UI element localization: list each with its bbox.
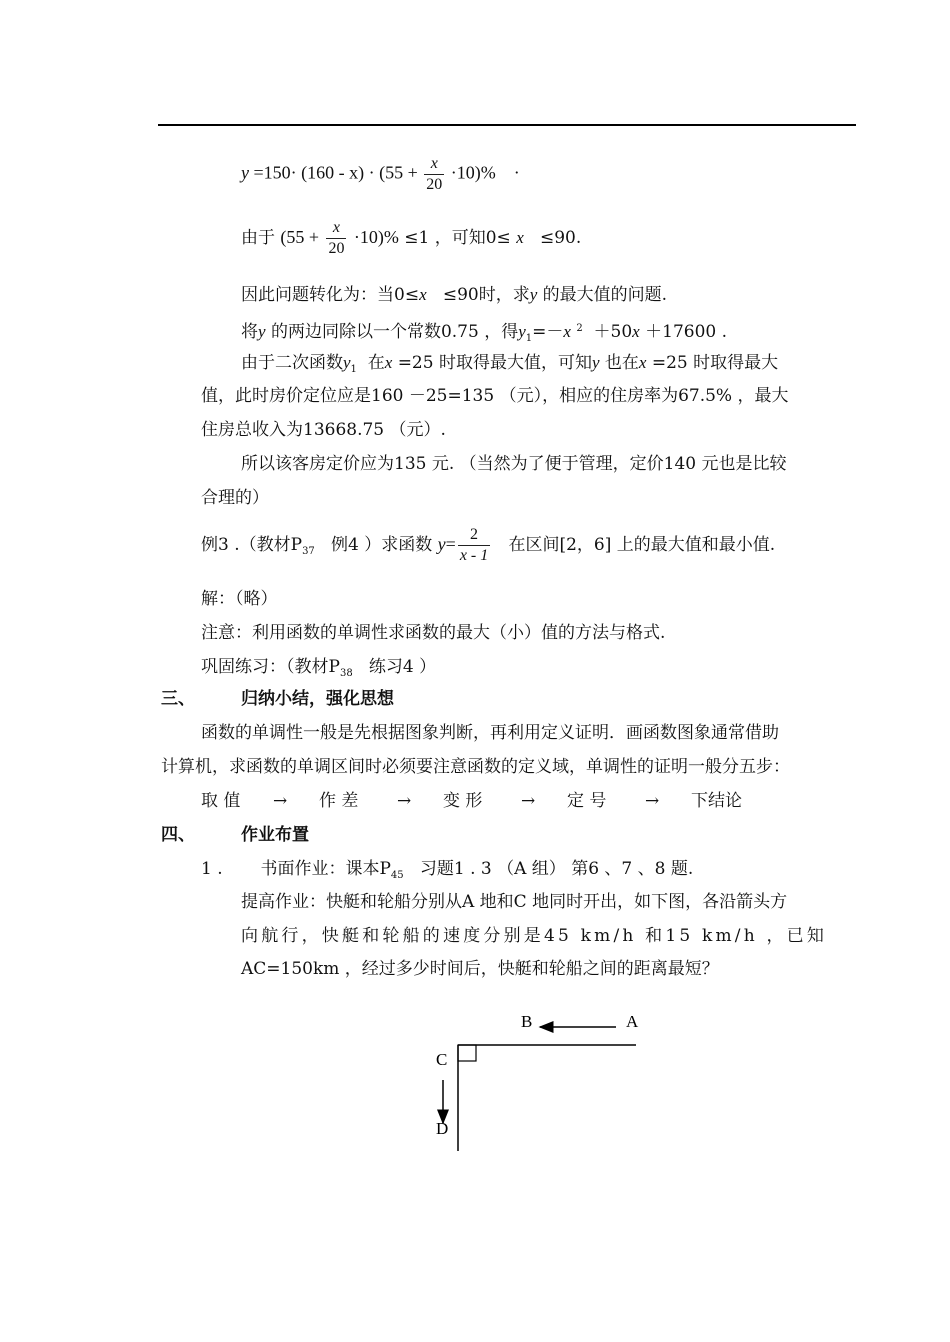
text: 例3 .（教材P — [201, 535, 303, 555]
text: 习题1 . 3 （A 组） 第6 、7 、8 题. — [419, 859, 694, 879]
label-d: D — [436, 1119, 449, 1138]
var-x: x — [632, 322, 640, 341]
subscript: 37 — [302, 546, 315, 557]
text: 书面作业：课本P — [260, 859, 391, 879]
text: 巩固练习：（教材P — [201, 657, 340, 677]
step: 取 值 — [201, 791, 241, 811]
step: 下结论 — [691, 791, 742, 811]
text: 在 — [367, 353, 385, 373]
section-number: 四、 — [161, 825, 195, 845]
section-title: 作业布置 — [241, 825, 309, 845]
homework-line: AC=150km ，经过多少时间后，快艇和轮船之间的距离最短？ — [241, 959, 719, 979]
text: ≤90时，求 — [442, 285, 530, 305]
var-x: x — [419, 285, 427, 304]
paragraph-divide — [241, 318, 727, 350]
homework-line: 提高作业：快艇和轮船分别从A 地和C 地同时开出，如下图，各沿箭头方 — [241, 892, 788, 912]
section-title: 归纳小结，强化思想 — [241, 689, 394, 709]
eq-part: ·10)% — [353, 227, 399, 247]
text: =25 时取得最大 — [651, 353, 779, 373]
text: 由于二次函数 — [241, 353, 343, 373]
fraction-x-over-20: $\frac{x}{20}$ — [328, 219, 345, 257]
text: 的最大值的问题. — [542, 285, 668, 305]
eq-part: (55 + — [280, 227, 320, 247]
eq-part: = — [445, 534, 456, 554]
header-rule — [158, 124, 856, 126]
eq-part: ·10)% — [450, 162, 496, 183]
subscript: 45 — [390, 870, 404, 881]
var-y: y — [241, 162, 249, 183]
eq-part: · — [368, 162, 375, 183]
var-y: y — [591, 353, 600, 372]
text: ＋17600 . — [645, 322, 728, 342]
summary-line: 计算机，求函数的单调区间时必须要注意函数的定义域，单调性的证明一般分五步： — [161, 757, 790, 777]
arrow-icon: → — [273, 791, 288, 811]
var-y: y — [529, 285, 538, 304]
equation-constraint — [241, 218, 581, 259]
eq-part: =150· — [253, 162, 297, 183]
var-y: y — [437, 534, 446, 554]
subscript: 1 — [350, 364, 357, 375]
text: 也在 — [604, 353, 639, 373]
label-c: C — [436, 1050, 448, 1069]
eq-part: ≤1 ，可知0≤ — [404, 228, 511, 248]
text: ＋50 — [593, 322, 633, 342]
subscript: 1 — [525, 333, 533, 344]
var-x: x — [638, 353, 647, 372]
var-x: x — [516, 228, 524, 247]
var-x: x — [563, 322, 571, 341]
text: =－ — [532, 322, 564, 342]
boat-ship-diagram — [420, 1005, 660, 1155]
eq-part: · — [513, 162, 520, 183]
text: 练习4 ） — [368, 657, 437, 677]
subscript: 38 — [339, 668, 353, 679]
text: 将 — [241, 322, 258, 342]
text: 1 . — [201, 859, 223, 879]
eq-part: (55 + — [379, 162, 418, 183]
step: 变 形 — [443, 791, 483, 811]
paragraph-problem — [241, 284, 667, 306]
eq-part: ≤90. — [539, 228, 582, 248]
step: 定 号 — [567, 791, 607, 811]
paragraph-line: 合理的） — [201, 488, 269, 508]
right-angle-mark — [458, 1045, 476, 1061]
text: =25 时取得最大值，可知 — [397, 353, 592, 373]
solution-line: 解：（略） — [201, 589, 278, 609]
practice-line — [201, 656, 436, 685]
arrow-icon: → — [521, 791, 536, 811]
text: 例4 ）求函数 — [331, 535, 433, 555]
step: 作 差 — [319, 791, 359, 811]
var-y: y — [518, 322, 526, 341]
proof-steps — [201, 790, 742, 812]
fraction-2-over-x-minus-1: $\frac{2}{x - 1}$ — [459, 526, 489, 564]
text: 在区间[2，6] 上的最大值和最小值. — [508, 535, 776, 555]
equation-revenue — [241, 154, 520, 195]
superscript: 2 — [576, 323, 583, 334]
label-b: B — [521, 1012, 533, 1031]
arrow-icon: → — [645, 791, 660, 811]
homework-line: 向航行，快艇和轮船的速度分别是45 km/h 和15 km/h ，已知 — [241, 926, 828, 946]
arrow-icon: → — [397, 791, 412, 811]
paragraph-line: 住房总收入为13668.75 （元）. — [201, 420, 446, 440]
eq-part: (160 - x) — [301, 162, 365, 183]
var-y: y — [258, 322, 266, 341]
paragraph-quadratic — [241, 352, 778, 381]
summary-line: 函数的单调性一般是先根据图象判断，再利用定义证明．画函数图象通常借助 — [201, 723, 779, 743]
section-number: 三、 — [161, 689, 195, 709]
var-x: x — [384, 353, 393, 372]
text: 因此问题转化为：当0≤ — [241, 285, 420, 305]
example-3 — [201, 525, 775, 566]
fraction-x-over-20: $\frac{x}{20}$ — [426, 155, 443, 193]
text: 由于 — [241, 228, 275, 248]
homework-1 — [201, 858, 693, 887]
paragraph-line: 值，此时房价定位应是160 －25=135 （元），相应的住房率为67.5% ，最大 — [201, 386, 789, 406]
var-y: y — [343, 353, 351, 372]
text: 的两边同除以一个常数0.75 ，得 — [270, 322, 519, 342]
paragraph-price: 所以该客房定价应为135 元. （当然为了便于管理，定价140 元也是比较 — [241, 454, 787, 474]
note-line: 注意：利用函数的单调性求函数的最大（小）值的方法与格式. — [201, 623, 666, 643]
label-a: A — [626, 1012, 639, 1031]
